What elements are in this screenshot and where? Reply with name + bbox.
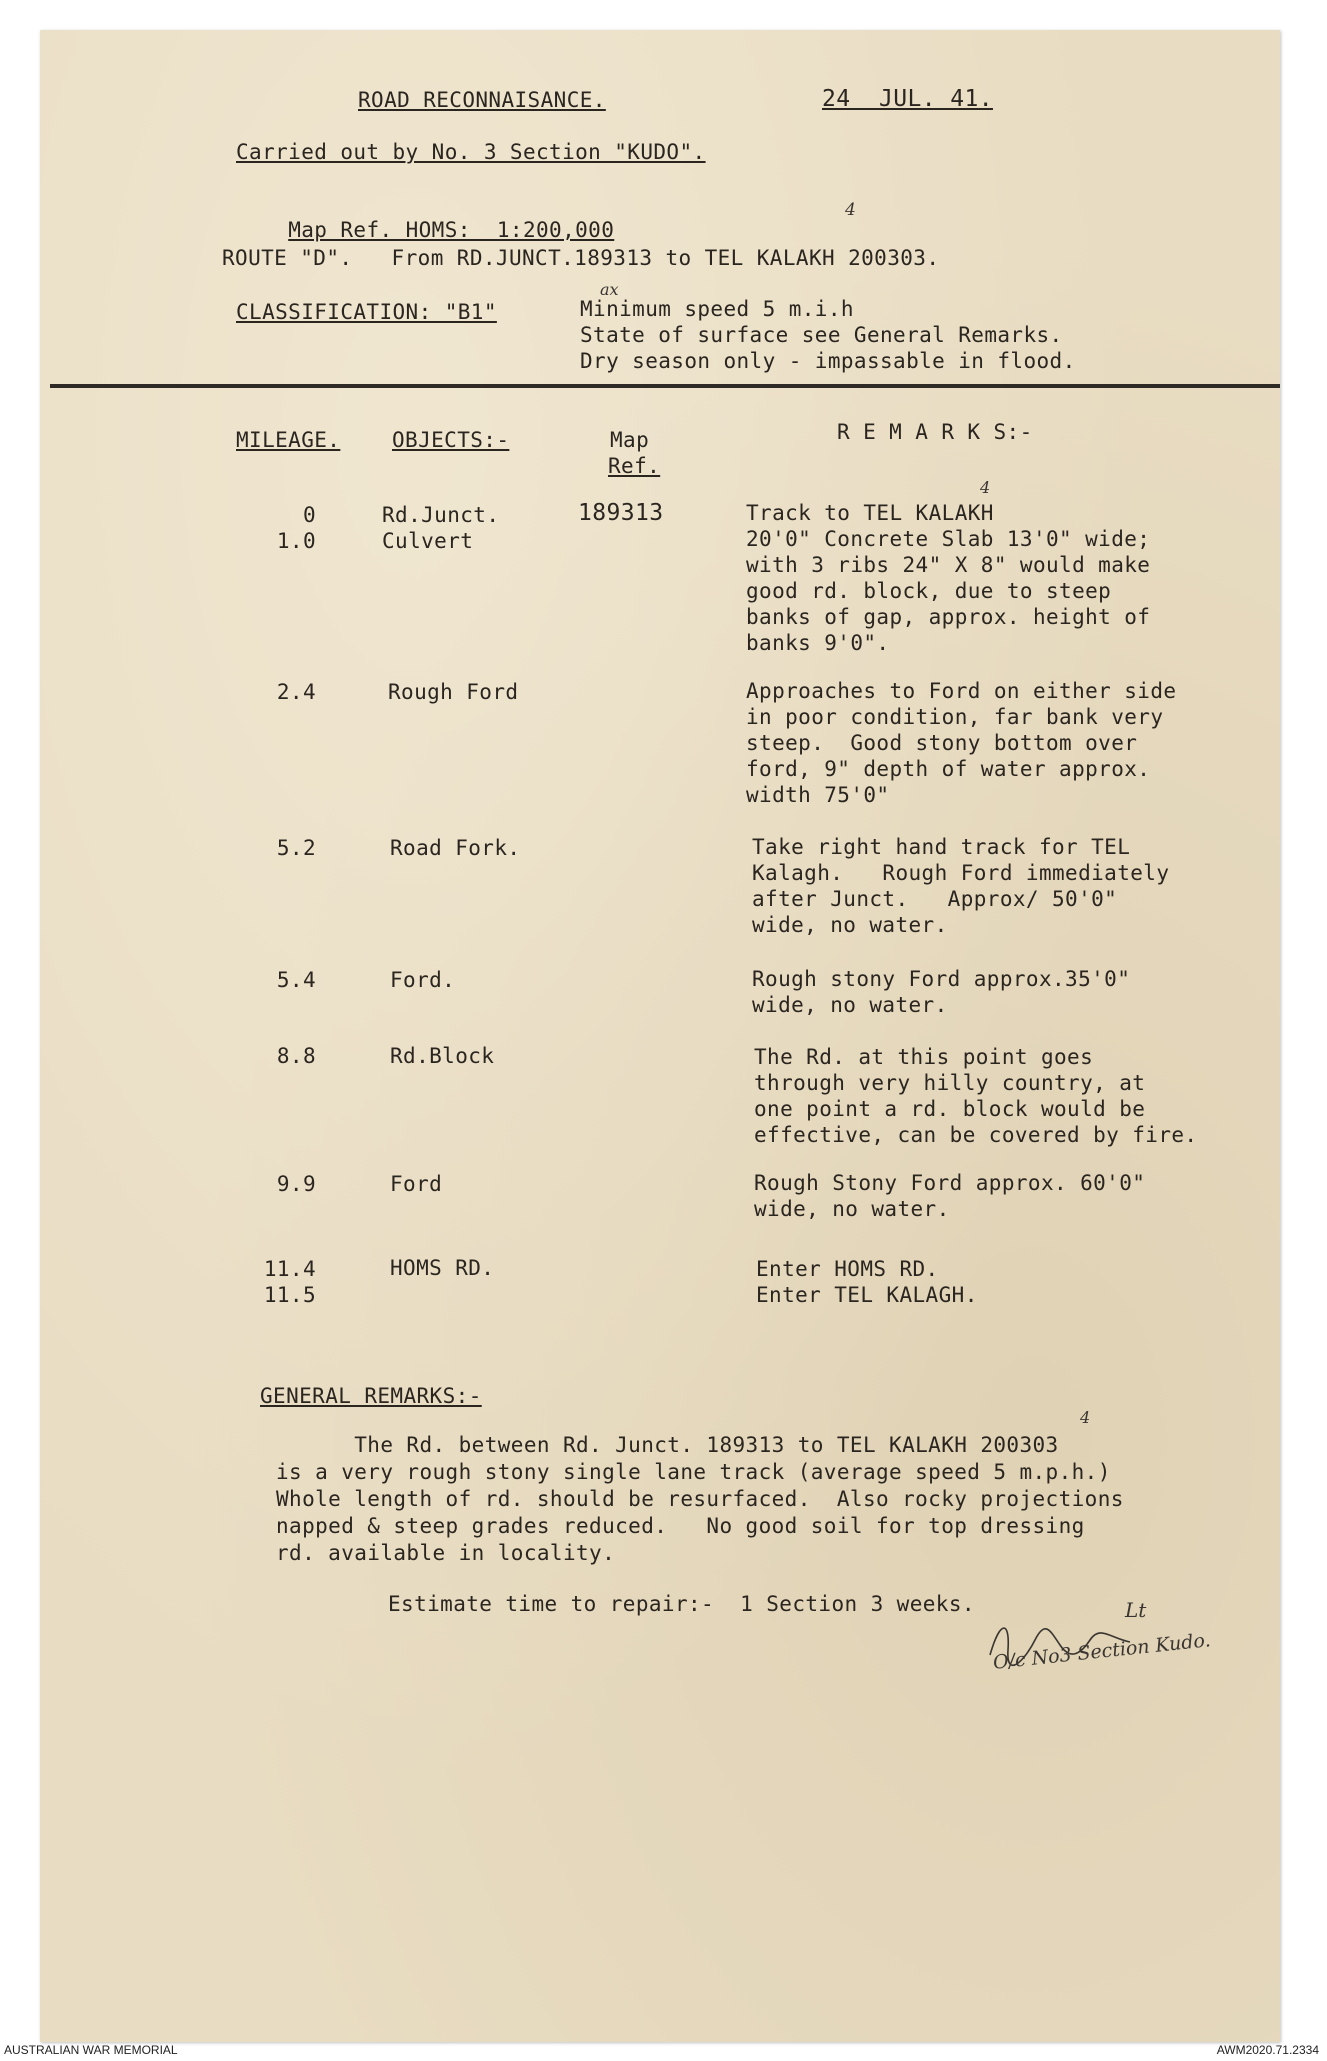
route-line: ROUTE "D". From RD.JUNCT.189313 to TEL KALAKH 200303. (222, 246, 940, 270)
carried-out-line: Carried out by No. 3 Section "KUDO". (236, 140, 706, 164)
signature-title: O/c No3 Section Kudo. (992, 1629, 1212, 1674)
row-6-remarks: Rough Stony Ford approx. 60'0" wide, no water. (754, 1171, 1146, 1221)
estimate-line: Estimate time to repair:- 1 Section 3 weeks. (388, 1592, 975, 1616)
row-5-remarks: The Rd. at this point goes through very hilly country, at one point a rd. block would be effective, can be covered by fire. (754, 1045, 1198, 1147)
col-header-remarks: R E M A R K S:- (837, 420, 1033, 444)
col-header-mapref-2: Ref. (608, 454, 661, 478)
row-4-object: Ford. (390, 968, 456, 992)
row-1-remarks: Track to TEL KALAKH 20'0" Concrete Slab 13'0" wide; with 3 ribs 24" X 8" would make good rd. block, due to steep banks of gap, approx. height of banks 9'0". (746, 501, 1151, 655)
footer-source: AUSTRALIAN WAR MEMORIAL (4, 2043, 178, 2057)
signature-rank: Lt (1125, 1598, 1147, 1622)
general-remarks-body: The Rd. between Rd. Junct. 189313 to TEL KALAKH 200303 is a very rough stony single lane track (average speed 5 m.p.h.) Whole length of rd. should be resurfaced. Also rocky projections napped & steep grades reduced. No good soil for top dressing rd. available in locality. (276, 1433, 1124, 1565)
row-7-remarks: Enter HOMS RD. Enter TEL KALAGH. (756, 1257, 978, 1307)
row-2-mileage: 2.4 (276, 680, 316, 704)
row-1-mapref: 189313 (578, 500, 664, 526)
row-2-object: Rough Ford (388, 680, 519, 704)
classification-line-2: State of surface see General Remarks. (580, 323, 1063, 347)
classification-label: CLASSIFICATION: "B1" (236, 300, 497, 324)
col-header-mileage: MILEAGE. (236, 428, 341, 452)
row-3-object: Road Fork. (390, 836, 521, 860)
footer-accession: AWM2020.71.2334 (1216, 2043, 1319, 2057)
general-handwritten-correction: 4 (1080, 1408, 1091, 1427)
row-1-mileage: 0 1.0 (276, 503, 316, 553)
row-2-remarks: Approaches to Ford on either side in poor condition, far bank very steep. Good stony bottom over ford, 9" depth of water approx. width 75'0" (746, 679, 1177, 807)
col-header-objects: OBJECTS:- (392, 428, 510, 452)
row-1-object: Rd.Junct. Culvert (382, 503, 500, 553)
col-header-mapref-1: Map (610, 428, 650, 452)
row-6-object: Ford (390, 1172, 443, 1196)
row-5-mileage: 8.8 (276, 1044, 316, 1068)
header-divider (50, 384, 1280, 388)
document-page (40, 30, 1280, 2042)
document-title: ROAD RECONNAISANCE. (358, 88, 606, 112)
map-ref-text: Map Ref. HOMS: 1:200,000 (288, 218, 615, 242)
row-4-remarks: Rough stony Ford approx.35'0" wide, no water. (752, 967, 1131, 1017)
general-remarks-heading: GENERAL REMARKS:- (260, 1384, 482, 1408)
row-3-mileage: 5.2 (276, 836, 316, 860)
row-1-handwritten-correction: 4 (980, 478, 991, 497)
row-7-object: HOMS RD. (390, 1256, 495, 1280)
classification-line-3: Dry season only - impassable in flood. (580, 349, 1076, 373)
row-5-object: Rd.Block (390, 1044, 495, 1068)
row-7-mileage: 11.4 11.5 (263, 1257, 316, 1307)
route-handwritten-correction: 4 (845, 200, 856, 220)
document-date: 24 JUL. 41. (822, 86, 993, 112)
classification-line-1: Minimum speed 5 m.i.h (580, 297, 854, 321)
row-3-remarks: Take right hand track for TEL Kalagh. Rough Ford immediately after Junct. Approx/ 50'0" wide, no water. (752, 835, 1170, 937)
row-4-mileage: 5.4 (276, 968, 316, 992)
classification-handwritten-correction: ax (600, 280, 619, 299)
row-6-mileage: 9.9 (276, 1172, 316, 1196)
